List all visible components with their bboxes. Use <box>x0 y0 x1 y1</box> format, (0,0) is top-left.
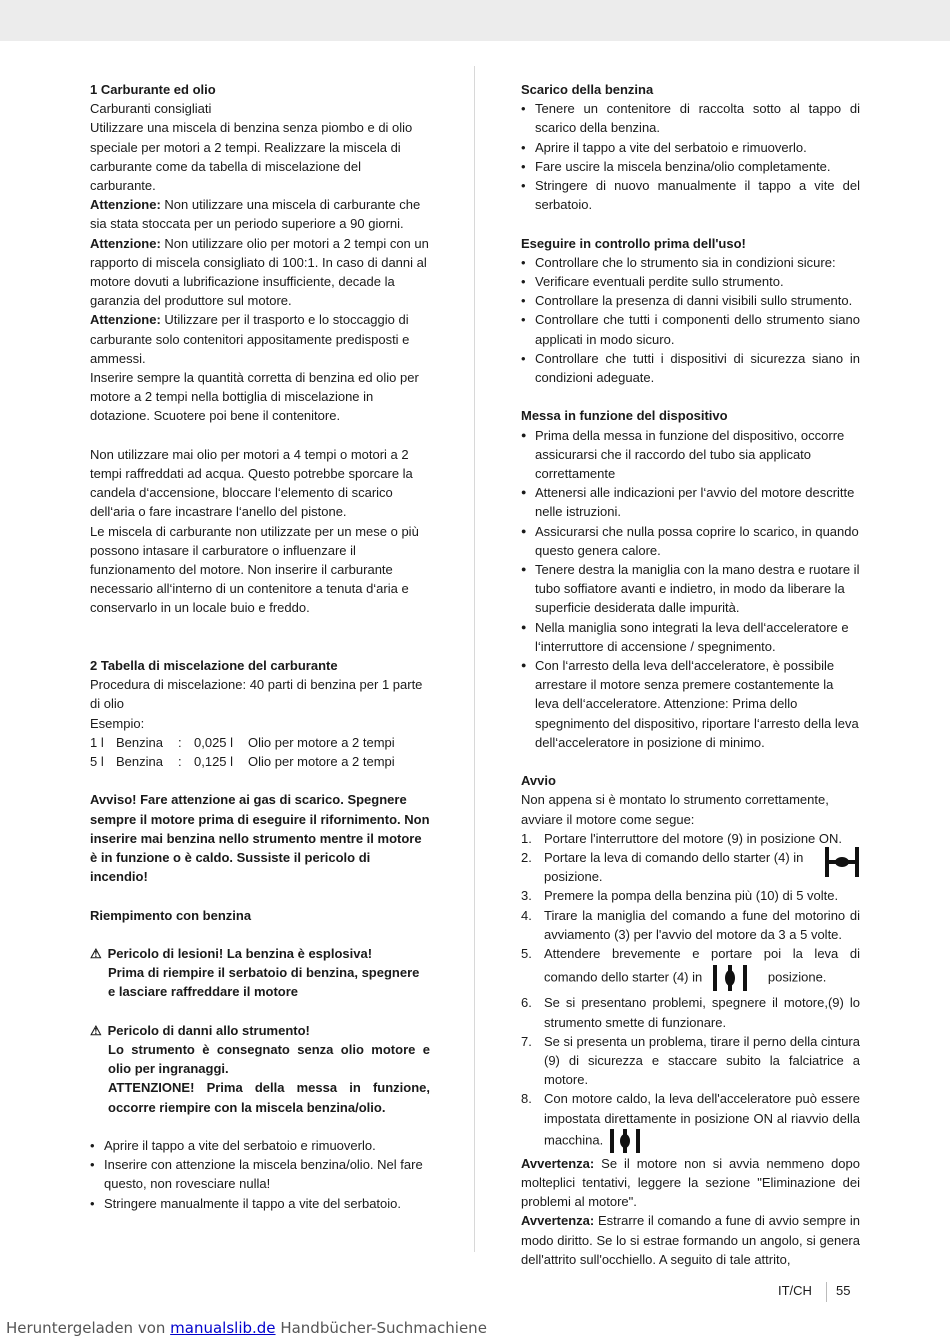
footer-language: IT/CH <box>778 1283 812 1298</box>
list-item: 6. Se si presentano problemi, spegnere il motore,(9) lo strumento smette di funzionare. <box>521 995 860 1030</box>
choke-open-icon <box>712 963 748 993</box>
right-column <box>521 80 860 1269</box>
column-divider <box>474 66 475 1252</box>
list-item: • Inserire con attenzione la miscela benzina/olio. Nel fare questo, non rovesciare nulla! <box>90 1155 430 1193</box>
warning-icon: ⚠ <box>90 1022 102 1038</box>
list-item: • Verificare eventuali perdite sullo strumento. <box>521 272 860 291</box>
download-credit: Heruntergeladen von manualslib.de Handbücher-Suchmachiene <box>6 1319 487 1337</box>
list-item: • Tenere un contenitore di raccolta sotto al tappo di scarico della benzina. <box>521 99 860 137</box>
section-1-paragraph-3: Non utilizzare mai olio per motori a 4 tempi o motori a 2 tempi raffreddati ad acqua. Questo potrebbe sporcare la candela d‘accensione, bloccare l‘elemento di scarico dell‘aria o fare incastrare l‘anello del pistone. <box>90 446 413 520</box>
start-intro: Non appena si è montato lo strumento correttamente, avviare il motore come segue: <box>521 792 829 827</box>
list-item: ● Attenersi alle indicazioni per l‘avvio del motore descritte nelle istruzioni. <box>521 483 860 521</box>
warning-note-1: Avvertenza: Se il motore non si avvia nemmeno dopo molteplici tentativi, leggere la sezione "Eliminazione dei problemi al motore". <box>521 1155 860 1210</box>
list-item: 4. Tirare la maniglia del comando a fune del motorino di avviamento (3) per l'avvio del motore da 3 a 5 volte. <box>521 907 860 942</box>
mix-procedure: Procedura di miscelazione: 40 parti di benzina per 1 parte di olio <box>90 677 423 712</box>
list-item: • Stringere di nuovo manualmente il tappo a vite del serbatoio. <box>521 176 860 214</box>
mix-row: 1 l Benzina : 0,025 l Olio per motore a 2 tempi <box>90 734 395 750</box>
list-item: • Controllare che tutti i dispositivi di sicurezza siano in condizioni adeguate. <box>521 349 860 387</box>
list-item: 5. Attendere brevemente e portare poi la leva di comando dello starter (4) in posizione. <box>521 944 860 993</box>
throttle-on-icon <box>609 1128 641 1154</box>
list-item: • Stringere manualmente il tappo a vite del serbatoio. <box>90 1194 430 1213</box>
check-title: Eseguire in controllo prima dell'uso! <box>521 235 746 251</box>
mix-row: 5 l Benzina : 0,125 l Olio per motore a 2 tempi <box>90 754 395 770</box>
page-number: 55 <box>836 1283 851 1298</box>
list-item: ● Assicurarsi che nulla possa coprire lo scarico, in quando questo genera calore. <box>521 522 860 560</box>
start-title: Avvio <box>521 773 556 789</box>
list-item: 8. Con motore caldo, la leva dell'acceleratore può essere impostata direttamente in posizione ON al riavvio della macchina. <box>521 1089 860 1153</box>
list-item: 3. Premere la pompa della benzina più (10) di 5 volte. <box>521 888 839 904</box>
section-1-subtitle: Carburanti consigliati <box>90 101 212 117</box>
list-item: • Controllare la presenza di danni visibili sullo strumento. <box>521 291 860 310</box>
list-item: • Aprire il tappo a vite del serbatoio e rimuoverlo. <box>521 138 860 157</box>
injury-warning: ⚠ Pericolo di lesioni! La benzina è esplosiva! Prima di riempire il serbatoio di benzina, spegnere e lasciare raffreddare il motore <box>90 946 420 1000</box>
attention-note-3: Attenzione: Utilizzare per il trasporto e lo stoccaggio di carburante solo contenitori appositamente predisposti e ammessi. <box>90 312 410 366</box>
refuel-title: Riempimento con benzina <box>90 907 252 923</box>
list-item: ● Prima della messa in funzione del dispositivo, occorre assicurarsi che il raccordo del tubo sia applicato correttamente <box>521 426 860 484</box>
list-item: ● Con l‘arresto della leva dell‘acceleratore, è possibile arrestare il motore senza premere costantemente la leva dell‘acceleratore. Attenzione: Prima dello spegnimento del dispositivo, riportare l‘arresto della leva dell‘acceleratore in posizione di minimo. <box>521 656 860 752</box>
top-bar <box>0 0 950 41</box>
warning-note-2: Avvertenza: Estrarre il comando a fune di avvio sempre in modo diritto. Se lo si estrae formando un angolo, si genera dell'attrito sull'occhiello. A seguito di tale attrito, <box>521 1213 860 1267</box>
list-item: ● Tenere destra la maniglia con la mano destra e ruotare il tubo soffiatore avanti e indietro, in modo da liberare la superficie desiderata dalle impurità. <box>521 560 860 618</box>
manualslib-link[interactable]: manualslib.de <box>170 1319 276 1337</box>
mix-example-label: Esempio: <box>90 715 145 731</box>
list-item: 7. Se si presenta un problema, tirare il perno della cintura (9) di sicurezza e staccare subito la falciatrice a motore. <box>521 1033 860 1088</box>
list-item: • Fare uscire la miscela benzina/olio completamente. <box>521 157 860 176</box>
fill-steps-list <box>90 1136 430 1213</box>
drain-title: Scarico della benzina <box>521 82 654 97</box>
footer-separator <box>826 1282 827 1302</box>
section-1-paragraph-4: Le miscela di carburante non utilizzate per un mese o più possono intasare il carburatore o influenzare il funzionamento del motore. Non inserire il carburante necessario all‘interno di un contenitore a tenuta d‘aria e conservarlo in un locale buio e freddo. <box>90 523 419 616</box>
section-1-paragraph: Utilizzare una miscela di benzina senza piombo e di olio speciale per motori a 2 tempi. Realizzare la miscela di carburante come da tabella di miscelazione del carburante. <box>90 120 413 194</box>
list-item: • Aprire il tappo a vite del serbatoio e rimuoverlo. <box>90 1136 430 1155</box>
list-item: • Controllare che tutti i componenti dello strumento siano applicati in modo sicuro. <box>521 310 860 348</box>
exhaust-warning: Avviso! Fare attenzione ai gas di scarico. Spegnere sempre il motore prima di eseguire il rifornimento. Non inserire mai benzina nello strumento mentre il motore è in funzione o è caldo. Sussiste il pericolo di incendio! <box>90 792 430 885</box>
section-2-title: 2 Tabella di miscelazione del carburante <box>90 658 338 674</box>
damage-warning: ⚠ Pericolo di danni allo strumento! Lo strumento è consegnato senza olio motore e olio per ingranaggi. ATTENZIONE! Prima della messa in funzione, occorre riempire con la miscela benzina/olio. <box>90 1022 430 1115</box>
startup-title: Messa in funzione del dispositivo <box>521 408 728 424</box>
left-column <box>90 80 430 1213</box>
section-1-title: 1 Carburante ed olio <box>90 82 216 97</box>
attention-note-2: Attenzione: Non utilizzare olio per motori a 2 tempi con un rapporto di miscela consigliato di 100:1. In caso di danni al motore dovuti a lubrificazione insufficiente, decade la garanzia del produttore sul motore. <box>90 235 429 309</box>
list-item: • Controllare che lo strumento sia in condizioni sicure: <box>521 253 860 272</box>
choke-closed-icon <box>824 845 860 879</box>
list-item: ● Nella maniglia sono integrati la leva dell‘acceleratore e l‘interruttore di accensione / spegnimento. <box>521 618 860 656</box>
warning-icon: ⚠ <box>90 946 102 962</box>
list-item: 2. Portare la leva di comando dello starter (4) in posizione. <box>521 848 860 886</box>
attention-note-1: Attenzione: Non utilizzare una miscela di carburante che sia stata stoccata per un periodo superiore a 90 giorni. <box>90 197 421 232</box>
list-item: 1. Portare l'interruttore del motore (9) in posizione ON. <box>521 830 842 846</box>
section-1-paragraph-2: Inserire sempre la quantità corretta di benzina ed olio per motore a 2 tempi nella bottiglia di miscelazione in dotazione. Scuotere poi bene il contenitore. <box>90 370 419 424</box>
